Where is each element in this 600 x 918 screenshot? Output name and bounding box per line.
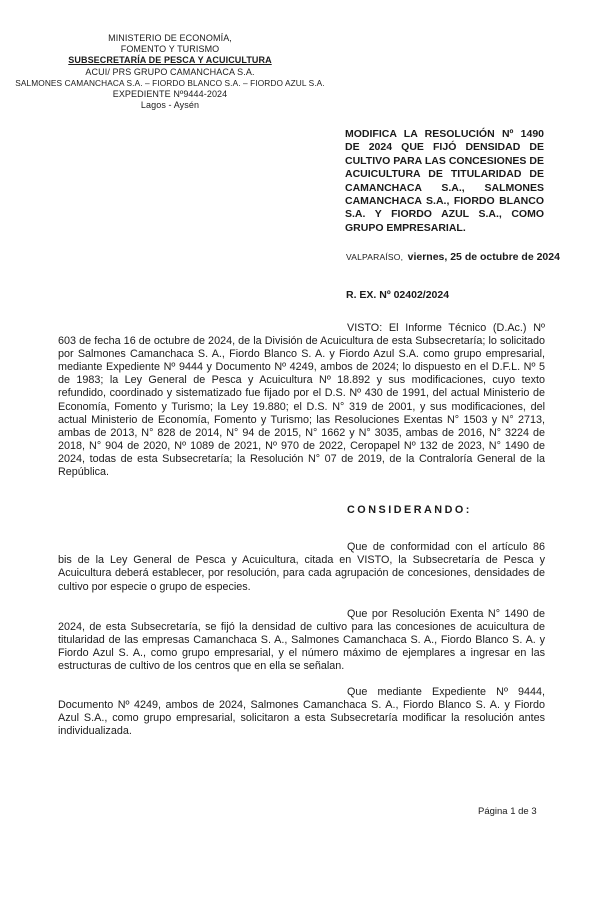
page-number: Página 1 de 3 [478,806,537,817]
place-date-line [346,247,560,265]
expediente-number: EXPEDIENTE Nº9444-2024 [112,89,228,100]
considerando-heading: CONSIDERANDO: [347,504,472,517]
region-line: Lagos - Aysén [140,100,200,111]
ministry-name-line1: MINISTERIO DE ECONOMÍA, [108,33,232,43]
ministry-name-line2: FOMENTO Y TURISMO [120,44,220,55]
subsecretaria-title: SUBSECRETARÍA DE PESCA Y ACUICULTURA [68,55,272,66]
resolution-number: R. EX. Nº 02402/2024 [346,289,450,301]
letterhead [0,33,340,111]
considerando-paragraph-2: Que por Resolución Exenta N° 1490 de 2024, de esta Subsecretaría, se fijó la densidad de cultivo para las concesiones de acuicultura de titularidad de las empresas Camanchaca S. A., Salmones Camanchaca S. A., Fiordo Blanco S. A. y Fiordo Azul S. A., como grupo empresarial, y el número máximo de ejemplares a ingresar en las estructuras de cultivo de los centros que en ella se señalan. [58,607,545,672]
case-code: ACUI/ PRS GRUPO CAMANCHACA S.A. [85,66,255,77]
subject-title: MODIFICA LA RESOLUCIÓN Nº 1490 DE 2024 QUE FIJÓ DENSIDAD DE CULTIVO PARA LAS CONCESIONES DE ACUICULTURA DE TITULARIDAD DE CAMANCHACA S.A., SALMONES CAMANCHACA S.A., FIORDO BLANCO S.A. Y FIORDO AZUL S.A., COMO GRUPO EMPRESARIAL. [345,128,544,234]
considerando-paragraph-1: Que de conformidad con el artículo 86 bis de la Ley General de Pesca y Acuicultura, citada en VISTO, la Subsecretaría de Pesca y Acuicultura deberá establecer, por resolución, para cada agrupación de concesiones, densidades de cultivo por especie o grupo de especies. [58,541,545,593]
date-text: viernes, 25 de octubre de 2024 [407,251,560,263]
resolution-body [58,322,545,738]
place-label: VALPARAÍSO, [346,252,404,262]
considerando-paragraph-3: Que mediante Expediente Nº 9444, Documento Nº 4249, ambos de 2024, Salmones Camanchaca S. A., Fiordo Blanco S. A. y Fiordo Azul S.A., como grupo empresarial, solicitaron a esta Subsecretaría modificar la resolución antes individualizada. [58,686,545,738]
companies-line: SALMONES CAMANCHACA S.A. – FIORDO BLANCO S.A. – FIORDO AZUL S.A. [15,77,325,88]
visto-paragraph: VISTO: El Informe Técnico (D.Ac.) Nº 603 de fecha 16 de octubre de 2024, de la División de Acuicultura de esta Subsecretaría; lo solicitado por Salmones Camanchaca S. A., Fiordo Blanco S. A. y Fiordo Azul S.A. como grupo empresarial, mediante Expediente Nº 9444 y Documento Nº 4249, ambos de 2024; lo dispuesto en el D.F.L. Nº 5 de 1983; la Ley General de Pesca y Acuicultura Nº 18.892 y sus modificaciones, cuyo texto refundido, coordinado y sistematizado fue fijado por el D.S. Nº 430 de 1991, del actual Ministerio de Economía, Fomento y Turismo; la Ley 19.880; el D.S. N° 319 de 2001, y sus modificaciones, del actual Ministerio de Economía, Fomento y Turismo; las Resoluciones Exentas N° 1503 y N° 2713, ambas de 2013, N° 828 de 2014, N° 94 de 2015, N° 1662 y N° 3035, ambas de 2016, N° 3224 de 2018, N° 904 de 2020, Nº 1089 de 2021, Nº 970 de 2022, Ceropapel Nº 132 de 2023, N° 1490 de 2024, todas de esta Subsecretaría; la Resolución N° 07 de 2019, de la Contraloría General de la República. [58,322,545,479]
